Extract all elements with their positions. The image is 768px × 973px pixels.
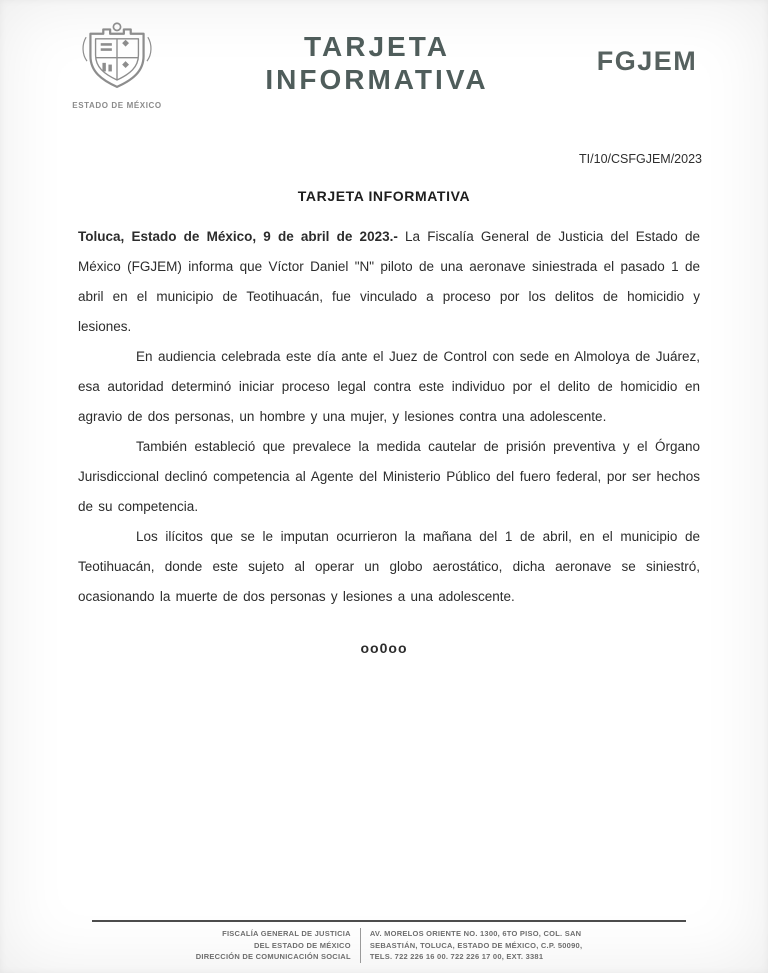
footer-address-line3: TELS. 722 226 16 00. 722 226 17 00, EXT. 3381 bbox=[369, 952, 544, 962]
footer-columns bbox=[92, 928, 686, 963]
footer-agency-line3: DIRECCIÓN DE COMUNICACIÓN SOCIAL bbox=[195, 952, 351, 962]
paragraph-1-dateline: Toluca, Estado de México, 9 de abril de 2023.- bbox=[78, 229, 398, 244]
paragraph-1 bbox=[78, 222, 700, 342]
footer-address-line2: SEBASTIÁN, TOLUCA, ESTADO DE MÉXICO, C.P. 50090, bbox=[369, 940, 583, 950]
document-header bbox=[0, 0, 768, 110]
document-body bbox=[0, 222, 768, 612]
state-emblem-caption: ESTADO DE MÉXICO bbox=[72, 101, 162, 110]
masthead-title-line2: INFORMATIVA bbox=[265, 64, 489, 96]
footer-address-line1: AV. MORELOS ORIENTE NO. 1300, 6TO PISO, COL. SAN bbox=[369, 929, 582, 939]
masthead-title-line1: TARJETA bbox=[304, 31, 450, 62]
footer-agency-line2: DEL ESTADO DE MÉXICO bbox=[253, 940, 351, 950]
reference-number: TI/10/CSFGJEM/2023 bbox=[579, 152, 702, 166]
estado-de-mexico-coat-of-arms-icon bbox=[77, 79, 157, 96]
footer-agency-line1: FISCALÍA GENERAL DE JUSTICIA bbox=[222, 929, 351, 939]
document-footer bbox=[92, 920, 686, 963]
footer-address-block bbox=[361, 928, 582, 963]
paragraph-4: Los ilícitos que se le imputan ocurrieron la mañana del 1 de abril, en el municipio de Teotihuacán, donde este sujeto al operar un globo aerostático, dicha aeronave se siniestró, ocasionando la muerte de dos personas y lesiones a una adolescente. bbox=[78, 529, 700, 604]
paragraph-1-text: La Fiscalía General de Justicia del Estado de México (FGJEM) informa que Víctor Daniel "N" piloto de una aeronave siniestrada el pasado 1 de abril en el municipio de Teotihuacán, fue vinculado a proceso por los delitos de homicidio y lesiones. bbox=[78, 229, 700, 334]
paragraph-3: También estableció que prevalece la medida cautelar de prisión preventiva y el Órgano Jurisdiccional declinó competencia al Agente del Ministerio Público del fuero federal, por ser hechos de su competencia. bbox=[78, 439, 700, 514]
end-of-release-mark: oo0oo bbox=[360, 640, 408, 656]
document-title: TARJETA INFORMATIVA bbox=[297, 188, 471, 204]
footer-agency-block bbox=[196, 928, 361, 963]
paragraph-2: En audiencia celebrada este día ante el Juez de Control con sede en Almoloya de Juárez, esa autoridad determinó iniciar proceso legal contra este individuo por el delito de homicidio en agravio de dos personas, un hombre y una mujer, y lesiones contra una adolescente. bbox=[78, 349, 700, 424]
org-abbreviation: FGJEM bbox=[596, 46, 698, 76]
document-masthead-title bbox=[182, 30, 572, 96]
state-emblem-block bbox=[52, 20, 182, 110]
